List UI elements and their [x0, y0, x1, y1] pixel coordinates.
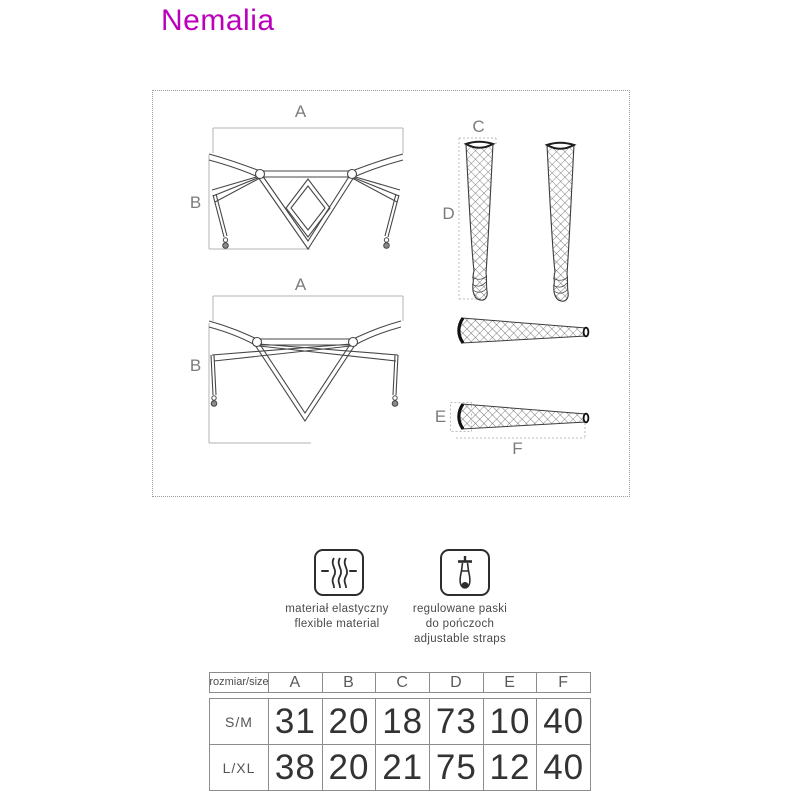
- size-value-cell: 21: [375, 745, 429, 790]
- size-value-cell: 18: [375, 699, 429, 744]
- size-value-cell: 31: [268, 699, 322, 744]
- dim-label-b-back: B: [189, 356, 203, 375]
- size-value-cell: 20: [322, 699, 376, 744]
- caption-line: do pończoch: [425, 618, 495, 630]
- stockings-drawing: [459, 138, 574, 301]
- caption-line: flexible material: [294, 618, 380, 630]
- technical-drawing-svg: [153, 91, 629, 496]
- dim-label-d: D: [442, 204, 456, 223]
- col-header-b: B: [322, 673, 376, 692]
- caption-line: materiał elastyczny: [285, 603, 389, 615]
- size-value-cell: 73: [429, 699, 483, 744]
- size-value-cell: 10: [483, 699, 537, 744]
- product-title: Nemalia: [161, 4, 275, 37]
- front-garter-drawing: [209, 128, 403, 249]
- size-row-label: L/XL: [222, 759, 256, 776]
- back-garter-drawing: [209, 296, 403, 443]
- size-value-cell: 40: [536, 699, 590, 744]
- size-value-cell: 75: [429, 745, 483, 790]
- elastic-material-icon: [314, 549, 364, 596]
- size-value-cell: 38: [268, 745, 322, 790]
- dim-label-b-front: B: [189, 193, 203, 212]
- size-value-cell: 12: [483, 745, 537, 790]
- dim-label-e: E: [434, 407, 448, 426]
- adjustable-straps-icon: [440, 549, 490, 596]
- table-row-sm: [210, 699, 590, 744]
- table-row-lxl: [210, 744, 590, 790]
- technical-drawing-panel: [152, 90, 630, 497]
- size-table-corner-label: rozmiar/size: [209, 676, 269, 688]
- size-value-cell: 40: [536, 745, 590, 790]
- size-table: [209, 672, 591, 791]
- dim-label-a-back: A: [294, 275, 308, 294]
- caption-line: adjustable straps: [413, 633, 507, 645]
- dim-label-c: C: [472, 117, 486, 136]
- col-header-f: F: [536, 673, 590, 692]
- size-table-body: [209, 698, 591, 791]
- dim-label-a-front: A: [294, 102, 308, 121]
- col-header-c: C: [375, 673, 429, 692]
- adjustable-straps-caption: [370, 602, 550, 647]
- size-value-cell: 20: [322, 745, 376, 790]
- size-table-header: [209, 672, 591, 693]
- dim-label-f: F: [512, 439, 524, 458]
- tubes-drawing: [451, 318, 589, 438]
- size-row-label: S/M: [225, 713, 253, 730]
- col-header-e: E: [483, 673, 537, 692]
- col-header-d: D: [429, 673, 483, 692]
- caption-line: regulowane paski: [412, 603, 508, 615]
- col-header-a: A: [268, 673, 322, 692]
